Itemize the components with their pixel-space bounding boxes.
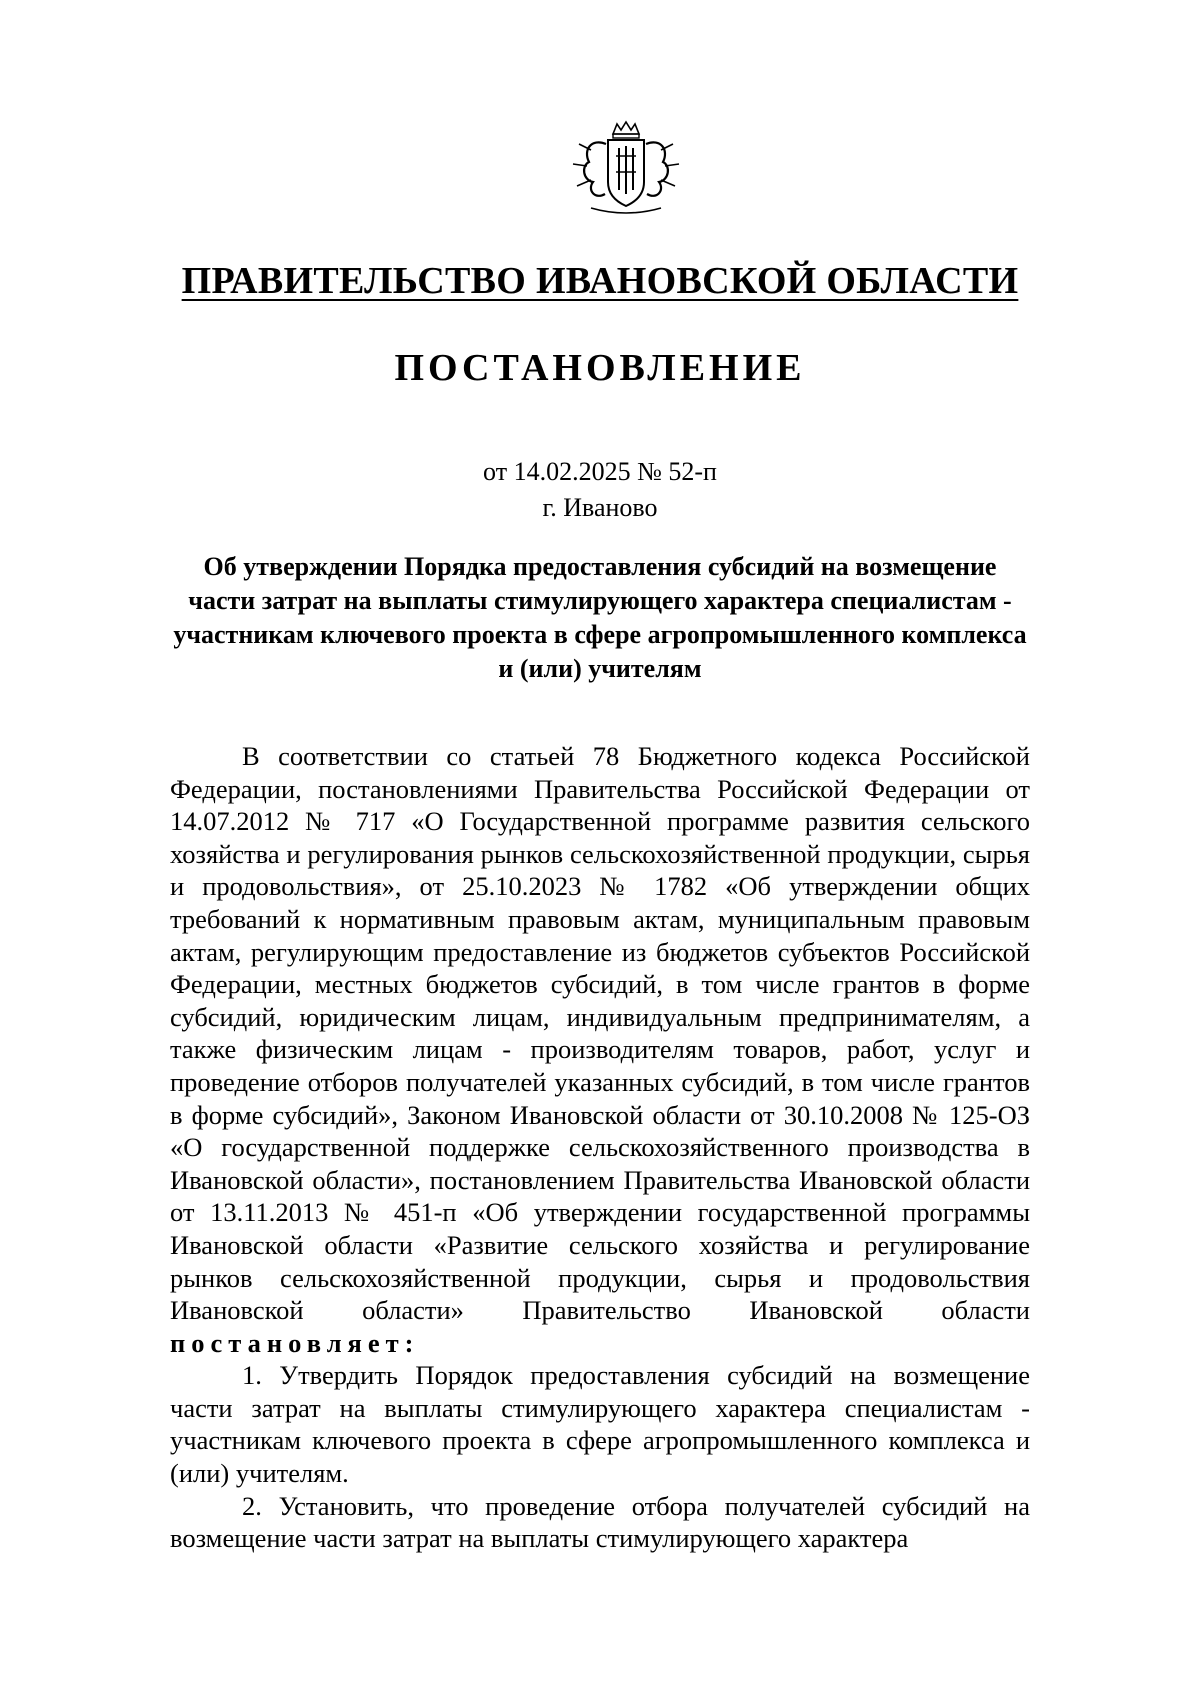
date-number: от 14.02.2025 № 52-п — [483, 457, 717, 486]
document-subject: Об утверждении Порядка предоставления субсидий на возмещение части затрат на выплаты стимулирующего характера специалистам - участникам ключевого проекта в сфере агропромышленного комплекса и (или) учителям — [173, 552, 1027, 683]
item-2-paragraph: 2. Установить, что проведение отбора получателей субсидий на возмещение части затрат на выплаты стимулирующего характера — [170, 1490, 1030, 1554]
item-1-paragraph: 1. Утвердить Порядок предоставления субсидий на возмещение части затрат на выплаты стимулирующего характера специалистам - участникам ключевого проекта в сфере агропромышленного комплекса и (или) учителям. — [170, 1360, 1030, 1489]
organization-title — [0, 258, 1200, 304]
preamble-paragraph — [170, 740, 1030, 1359]
city: г. Иваново — [542, 493, 658, 522]
document-body — [170, 740, 1030, 1555]
document-type-title: ПОСТАНОВЛЕНИЕ — [394, 347, 806, 389]
preamble-text: В соответствии со статьей 78 Бюджетного кодекса Российской Федерации, постановлениями Правительства Российской Федерации от 14.07.2012 № 717 «О Государственной программе развития сельского хозяйства и регулирования рынков сельскохозяйственной продукции, сырья и продовольствия», от 25.10.2023 № 1782 «Об утверждении общих требований к нормативным правовым актам, муниципальным правовым актам, регулирующим предоставление из бюджетов субъектов Российской Федерации, местных бюджетов субсидий, в том числе грантов в форме субсидий, юридическим лицам, индивидуальным предпринимателям, а также физическим лицам - производителям товаров, работ, услуг и проведение отборов получателей указанных субсидий, в том числе грантов в форме субсидий», Законом Ивановской области от 30.10.2008 № 125-ОЗ «О государственной поддержке сельскохозяйственного производства в Ивановской области», постановлением Правительства Ивановской области от 13.11.2013 № 451-п «Об утверждении государственной программы Ивановской области «Развитие сельского хозяйства и регулирование рынков сельскохозяйственной продукции, сырья и продовольствия Ивановской области» Правительство Ивановской области — [170, 741, 1030, 1326]
document-meta — [0, 454, 1200, 526]
organization-title-text: ПРАВИТЕЛЬСТВО ИВАНОВСКОЙ ОБЛАСТИ — [181, 260, 1019, 302]
resolves-word: постановляет: — [170, 1327, 420, 1358]
ivanovo-coat-of-arms-icon — [561, 120, 691, 220]
